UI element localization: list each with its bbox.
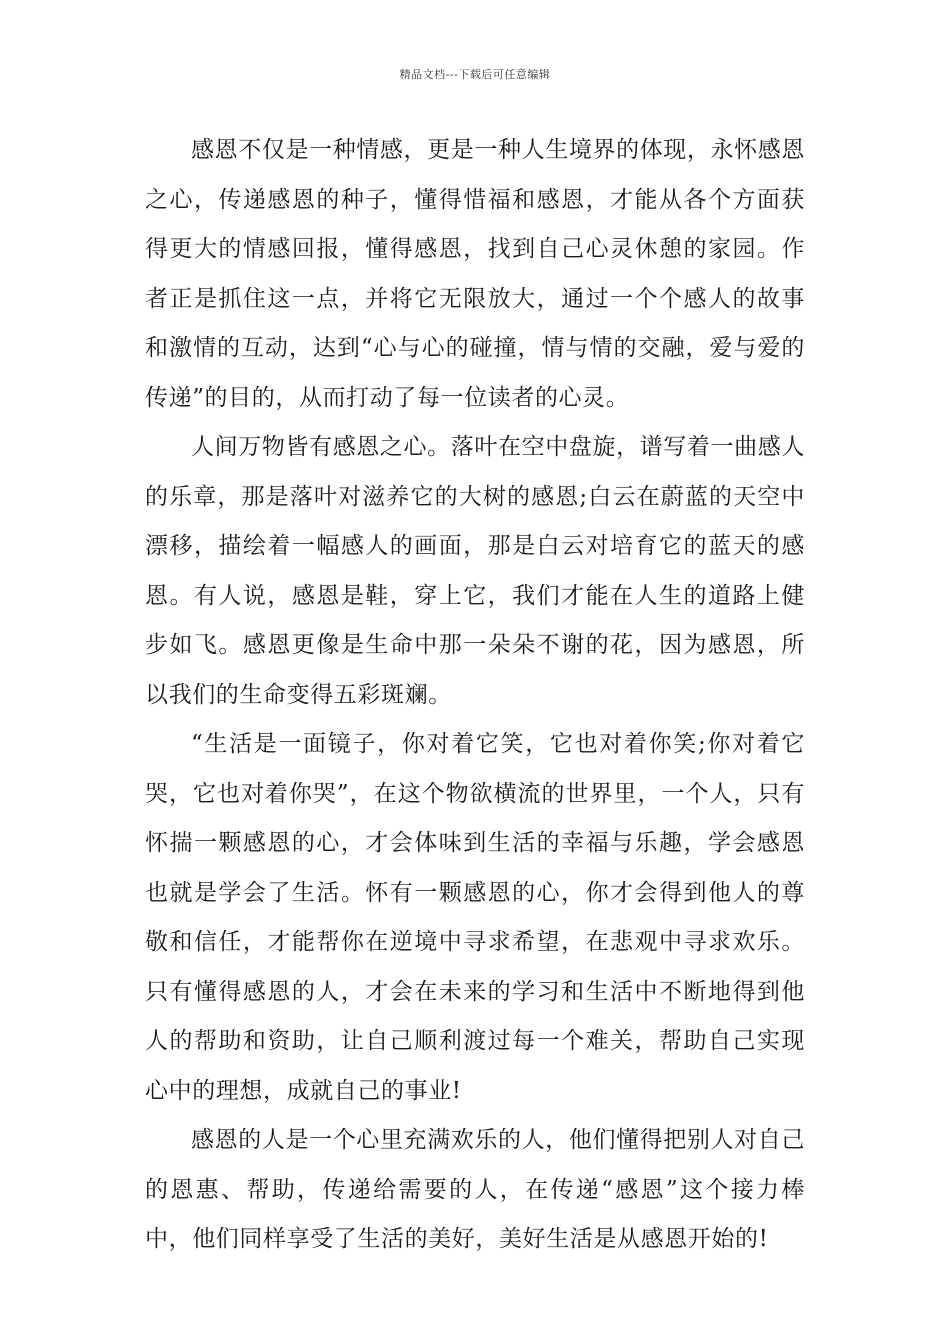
paragraph-4: 感恩的人是一个心里充满欢乐的人，他们懂得把别人对自己的恩惠、帮助，传递给需要的人，在传递“感恩”这个接力棒中，他们同样享受了生活的美好，美好生活是从感恩开始的! (145, 1127, 805, 1252)
paragraph-2: 人间万物皆有感恩之心。落叶在空中盘旋，谱写着一曲感人的乐章，那是落叶对滋养它的大树的感恩;白云在蔚蓝的天空中漂移，描绘着一幅感人的画面，那是白云对培育它的蓝天的感恩。有人说，感恩是鞋，穿上它，我们才能在人生的道路上健步如飞。感恩更像是生命中那一朵朵不谢的花，因为感恩，所以我们的生命变得五彩斑斓。 (145, 434, 805, 708)
page-header: 精品文档---下载后可任意编辑 (399, 68, 551, 81)
paragraph-1: 感恩不仅是一种情感，更是一种人生境界的体现，永怀感恩之心，传递感恩的种子，懂得惜福和感恩，才能从各个方面获得更大的情感回报，懂得感恩，找到自己心灵休憩的家园。作者正是抓住这一点，并将它无限放大，通过一个个感人的故事和激情的互动，达到“心与心的碰撞，情与情的交融，爱与爱的传递”的目的，从而打动了每一位读者的心灵。 (145, 137, 805, 411)
document-body (145, 126, 805, 1265)
paragraph-3: “生活是一面镜子，你对着它笑，它也对着你笑;你对着它哭，它也对着你哭”，在这个物欲横流的世界里，一个人，只有怀揣一颗感恩的心，才会体味到生活的幸福与乐趣，学会感恩也就是学会了生活。怀有一颗感恩的心，你才会得到他人的尊敬和信任，才能帮你在逆境中寻求希望，在悲观中寻求欢乐。只有懂得感恩的人，才会在未来的学习和生活中不断地得到他人的帮助和资助，让自己顺利渡过每一个难关，帮助自己实现心中的理想，成就自己的事业! (145, 731, 805, 1104)
